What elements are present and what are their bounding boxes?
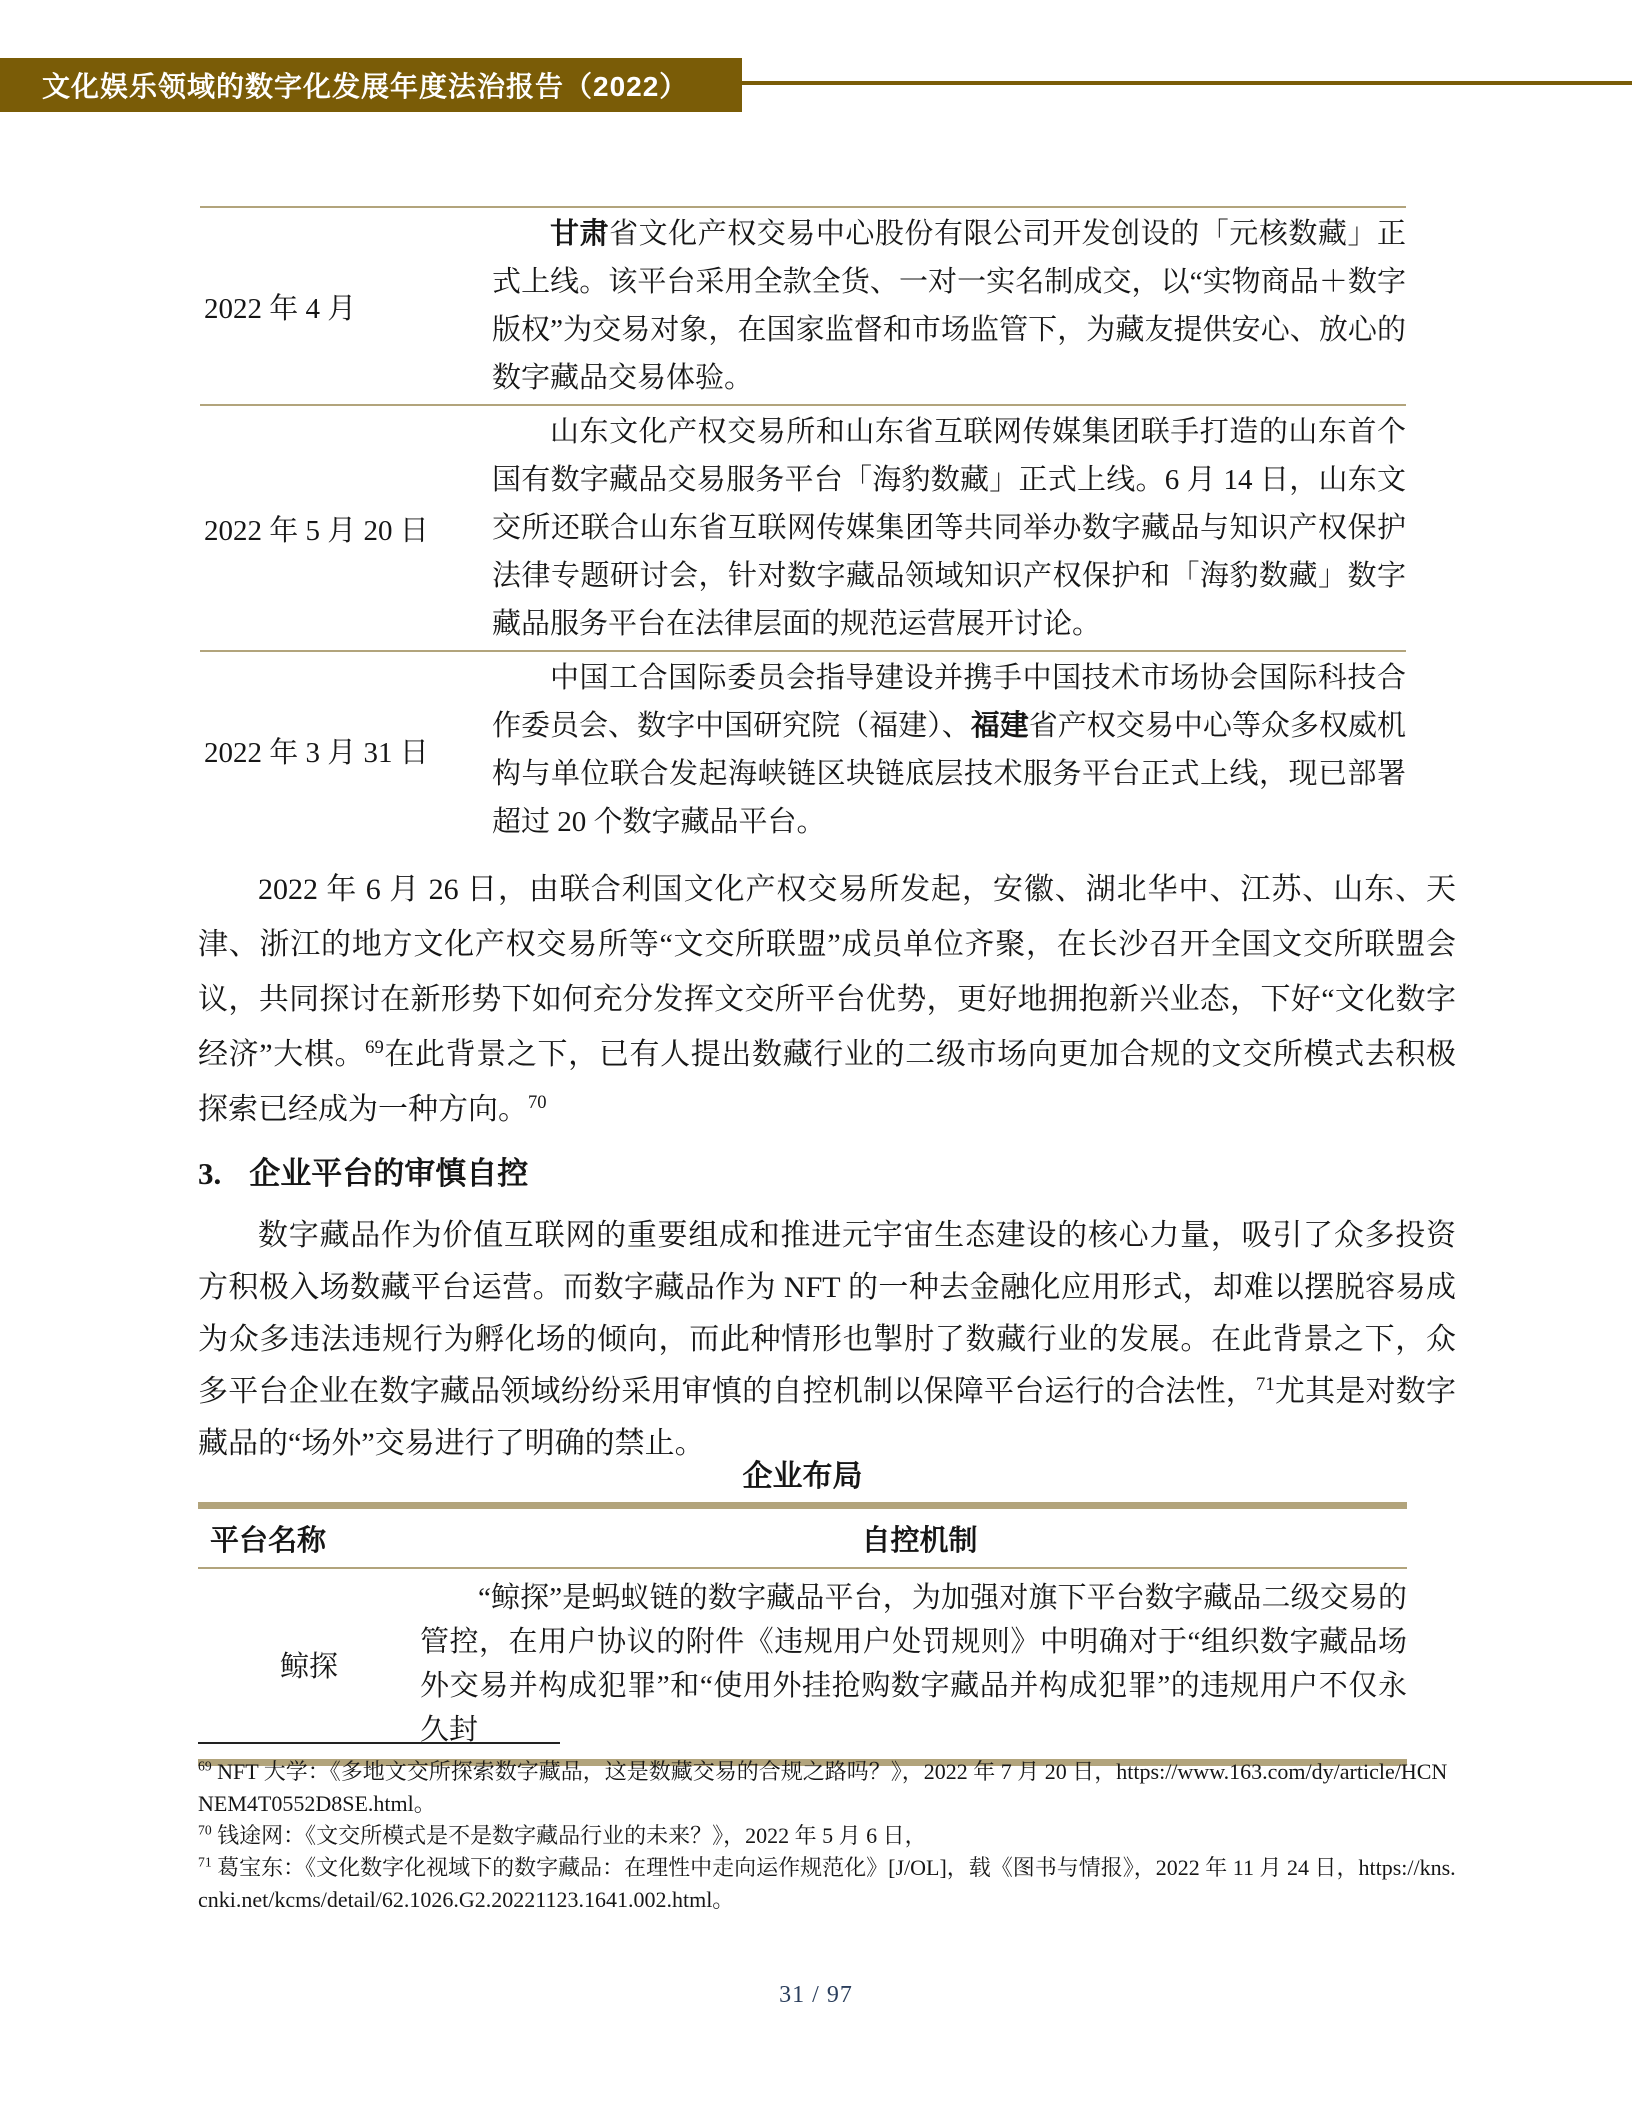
page-number: 31 / 97 [779,1982,853,2008]
footnote-71 [198,1852,1456,1916]
event-cell [492,652,1406,848]
enterprise-table [198,1452,1407,1766]
timeline-table [200,206,1406,848]
table-top-rule [198,1502,1407,1509]
paragraph-text: 数字藏品作为价值互联网的重要组成和推进元宇宙生态建设的核心力量，吸引了众多投资方积极入场数藏平台运营。而数字藏品作为 NFT 的一种去金融化应用形式，却难以摆脱容易成为众多违法违规行为孵化场的倾向，而此种情形也掣肘了数藏行业的发展。在此背景之下，众多平台企业在数字藏品领域纷纷采用审慎的自控机制以保障平台运行的合法性， [198,1219,1456,1408]
footnote-70 [198,1820,1456,1852]
footnote-ref-70: 70 [528,1092,547,1113]
platform-cell: 鲸探 [279,1650,338,1683]
date-cell: 2022 年 5 月 20 日 [204,514,429,547]
table-title: 企业布局 [742,1460,863,1493]
footnotes-section [198,1742,1456,1916]
column-header-platform: 平台名称 [210,1524,327,1557]
paragraph-text: 在此背景之下，已有人提出数藏行业的二级市场向更加合规的文交所模式去积极探索已经成为一种方向。 [198,1038,1456,1126]
section-heading [198,1148,528,1193]
table-header-row [198,1509,1407,1567]
footnote-marker: 69 [198,1758,212,1774]
event-cell [492,208,1406,404]
header-rule [742,81,1632,85]
section-number: 3. [198,1156,222,1191]
footnote-marker: 70 [198,1822,212,1838]
paragraph-text: 尤其是对数字藏品的“场外”交易进行了明确的禁止。 [198,1375,1457,1460]
event-text-bold: 甘肃 [550,218,610,250]
footnote-69 [198,1756,1456,1820]
event-text-post: 省文化产权交易中心股份有限公司开发创设的「元核数藏」正式上线。该平台采用全款全货、一对一实名制成交，以“实物商品＋数字版权”为交易对象，在国家监督和市场监管下，为藏友提供安心、放心的数字藏品交易体验。 [492,218,1406,394]
paragraph-platform-self-control [198,1210,1456,1470]
date-cell: 2022 年 4 月 [204,292,357,325]
header-banner [0,58,742,112]
table-row [200,404,1406,650]
footnote-text: 钱途网：《文交所模式是不是数字藏品行业的未来？》，2022 年 5 月 6 日， [217,1823,927,1848]
paragraph-text: 2022 年 6 月 26 日，由联合利国文化产权交易所发起，安徽、湖北华中、江苏、山东、天津、浙江的地方文化产权交易所等“文交所联盟”成员单位齐聚，在长沙召开全国文交所联盟会议，共同探讨在新形势下如何充分发挥文交所平台优势，更好地拥抱新兴业态，下好“文化数字经济”大棋。 [198,873,1456,1071]
paragraph-wenjiaosuo-alliance [198,862,1456,1137]
report-title: 文化娱乐领域的数字化发展年度法治报告（2022） [42,71,689,102]
table-row [198,1569,1407,1759]
event-text-post: 省产权交易中心等众多权威机构与单位联合发起海峡链区块链底层技术服务平台正式上线，现已部署超过 20 个数字藏品平台。 [492,710,1406,838]
event-text-pre: 山东文化产权交易所和山东省互联网传媒集团联手打造的山东首个国有数字藏品交易服务平台「海豹数藏」正式上线。6 月 14 日，山东文交所还联合山东省互联网传媒集团等共同举办数字藏品与知识产权保护法律专题研讨会，针对数字藏品领域知识产权保护和「海豹数藏」数字藏品服务平台在法律层面的规范运营展开讨论。 [492,416,1406,640]
date-cell: 2022 年 3 月 31 日 [204,736,429,769]
column-header-mechanism: 自控机制 [861,1524,978,1557]
footnote-ref-71: 71 [1256,1374,1275,1395]
event-cell [492,406,1406,650]
footnote-text: NFT 大学：《多地文交所探索数字藏品，这是数藏交易的合规之路吗？》，2022 年 7 月 20 日，https://www.163.com/dy/article/HCNNEM4T0552D8SE.html。 [198,1759,1448,1816]
table-row [200,650,1406,848]
footnote-text: 葛宝东：《文化数字化视域下的数字藏品：在理性中走向运作规范化》[J/OL]，载《图书与情报》，2022 年 11 月 24 日，https://kns.cnki.net/kcms/detail/62.1026.G2.20221123.1641.002.html。 [198,1855,1456,1912]
event-text-bold: 福建 [970,710,1029,742]
event-text-pre: 中国工合国际委员会指导建设并携手中国技术市场协会国际科技合作委员会、数字中国研究院（福建）、 [492,662,1406,742]
footnote-marker: 71 [198,1854,212,1870]
footnote-separator [198,1742,560,1744]
mechanism-cell: “鲸探”是蚂蚁链的数字藏品平台，为加强对旗下平台数字藏品二级交易的管控，在用户协议的附件《违规用户处罚规则》中明确对于“组织数字藏品场外交易并构成犯罪”和“使用外挂抢购数字藏品并构成犯罪”的违规用户不仅永久封 [420,1582,1407,1746]
section-title: 企业平台的审慎自控 [249,1156,529,1191]
footnote-ref-69: 69 [365,1037,384,1058]
table-row [200,206,1406,404]
